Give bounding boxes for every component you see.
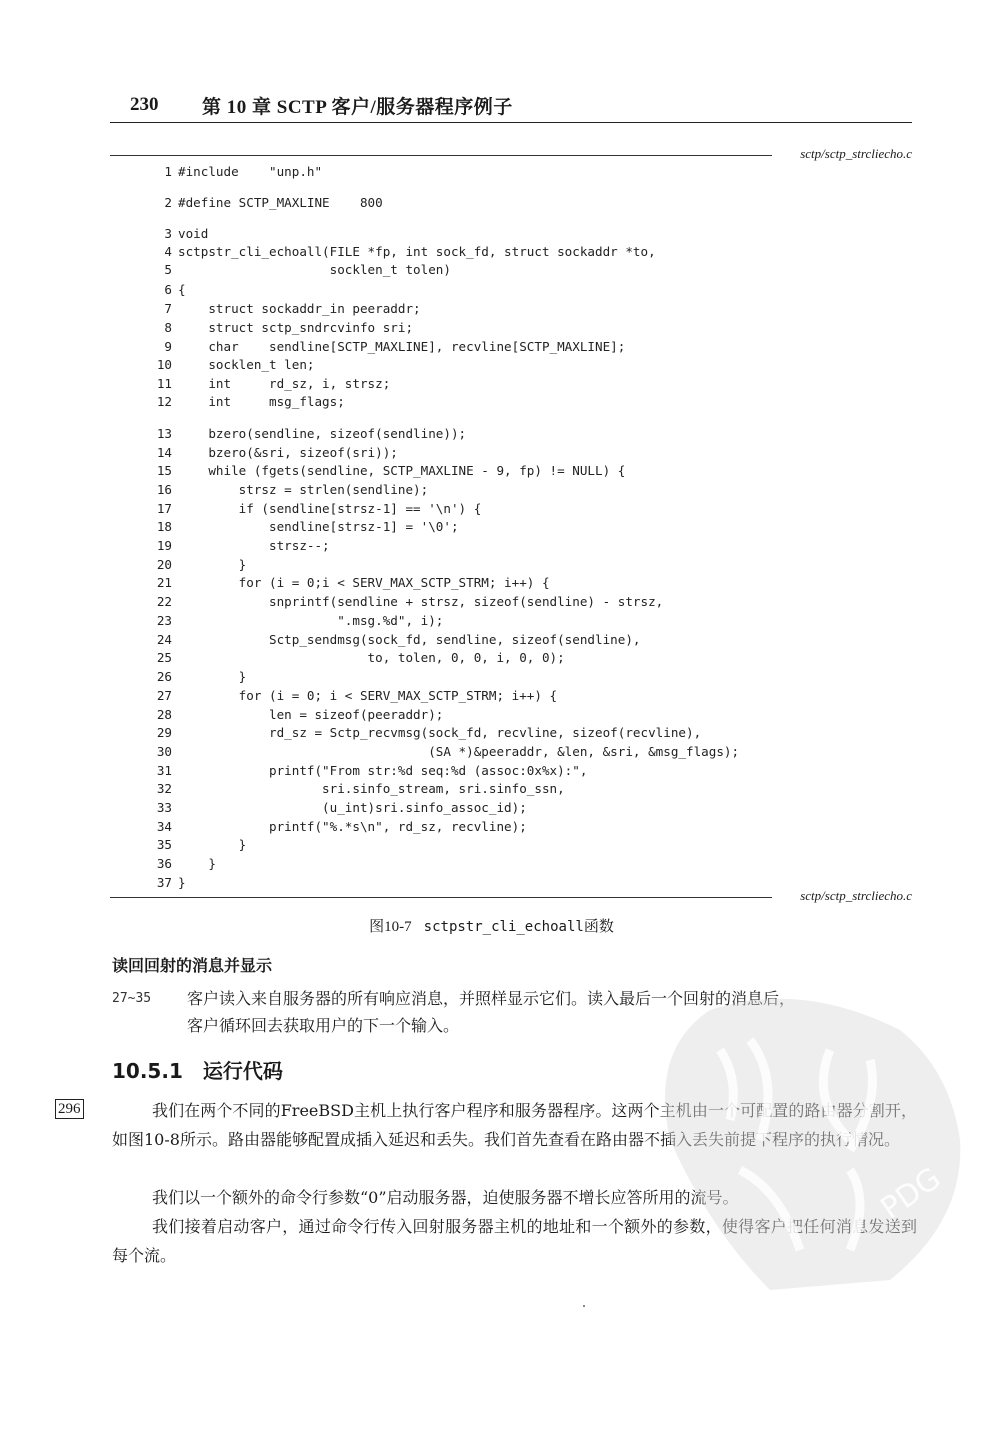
code-line	[150, 706, 443, 724]
line-number: 3	[164, 226, 172, 241]
watermark-seal	[650, 990, 970, 1290]
line-number: 32	[156, 781, 172, 796]
code-line	[150, 300, 421, 318]
line-number: 30	[156, 744, 172, 759]
line-number: 13	[156, 426, 172, 441]
code-line	[150, 194, 383, 212]
code-text: }	[178, 856, 216, 871]
paragraph-1: 我们在两个不同的FreeBSD主机上执行客户程序和服务器程序。这两个主机由一个可配置的路由器分割开，如图10-8所示。路由器能够配置成插入延迟和丢失。我们首先查看在路由器不插入丢失前提下程序的执行情况。	[112, 1101, 917, 1149]
code-text: int rd_sz, i, strsz;	[178, 376, 391, 391]
code-line	[150, 425, 466, 443]
code-line	[150, 163, 322, 181]
chapter-title: 第 10 章 SCTP 客户/服务器程序例子	[202, 97, 513, 118]
line-number: 31	[156, 763, 172, 778]
line-number: 5	[164, 262, 172, 277]
code-line	[150, 225, 208, 243]
code-line	[150, 818, 527, 836]
code-line	[150, 556, 246, 574]
line-number: 9	[164, 339, 172, 354]
line-number: 25	[156, 650, 172, 665]
file-label-bottom: sctp/sctp_strcliecho.c	[800, 888, 912, 903]
code-line	[150, 393, 345, 411]
code-line	[150, 444, 398, 462]
line-number: 34	[156, 819, 172, 834]
line-number: 7	[164, 301, 172, 316]
line-number: 12	[156, 394, 172, 409]
line-number: 33	[156, 800, 172, 815]
code-line	[150, 518, 459, 536]
figure-caption	[0, 915, 983, 936]
code-text: sctpstr_cli_echoall(FILE *fp, int sock_fd, struct sockaddr *to,	[178, 244, 656, 259]
code-line	[150, 631, 641, 649]
line-number: 21	[156, 575, 172, 590]
code-text: bzero(sendline, sizeof(sendline));	[178, 426, 467, 441]
code-text: printf("%.*s\n", rd_sz, recvline);	[178, 819, 527, 834]
code-text: rd_sz = Sctp_recvmsg(sock_fd, recvline, sizeof(recvline),	[178, 725, 702, 740]
code-line	[150, 743, 739, 761]
code-line	[150, 780, 565, 798]
code-text: (SA *)&peeraddr, &len, &sri, &msg_flags);	[178, 744, 740, 759]
code-text: #define SCTP_MAXLINE 800	[178, 195, 383, 210]
code-line	[150, 500, 481, 518]
code-line	[150, 375, 390, 393]
line-number: 29	[156, 725, 172, 740]
code-text: sri.sinfo_stream, sri.sinfo_ssn,	[178, 781, 565, 796]
code-text: {	[178, 282, 186, 297]
code-line	[150, 855, 216, 873]
code-text: snprintf(sendline + strsz, sizeof(sendline) - strsz,	[178, 594, 664, 609]
code-text: struct sockaddr_in peeraddr;	[178, 301, 421, 316]
code-line	[150, 338, 625, 356]
line-number: 2	[164, 195, 172, 210]
line-number: 16	[156, 482, 172, 497]
section-heading	[112, 1055, 283, 1084]
line-number: 27	[156, 688, 172, 703]
file-label-top: sctp/sctp_strcliecho.c	[800, 146, 912, 161]
line-number: 19	[156, 538, 172, 553]
code-line	[150, 481, 428, 499]
line-number: 1	[164, 164, 172, 179]
line-number: 4	[164, 244, 172, 259]
section-number: 10.5.1	[112, 1059, 183, 1083]
code-bottom-rule	[110, 888, 912, 906]
code-line	[150, 762, 587, 780]
line-number: 35	[156, 837, 172, 852]
code-text: for (i = 0;i < SERV_MAX_SCTP_STRM; i++) {	[178, 575, 550, 590]
code-text: while (fgets(sendline, SCTP_MAXLINE - 9, fp) != NULL) {	[178, 463, 626, 478]
code-text: Sctp_sendmsg(sock_fd, sendline, sizeof(sendline),	[178, 632, 641, 647]
line-number: 26	[156, 669, 172, 684]
code-text: to, tolen, 0, 0, i, 0, 0);	[178, 650, 565, 665]
figure-label: 图10-7	[369, 919, 412, 935]
code-text: if (sendline[strsz-1] == '\n') {	[178, 501, 482, 516]
code-line	[150, 319, 413, 337]
paragraph-3: 我们接着启动客户，通过命令行传入回射服务器主机的地址和一个额外的参数，使得客户把任何消息发送到每个流。	[112, 1217, 917, 1265]
code-line	[150, 687, 557, 705]
code-text: }	[178, 669, 247, 684]
line-number: 37	[156, 875, 172, 890]
code-text: sendline[strsz-1] = '\0';	[178, 519, 459, 534]
code-text: len = sizeof(peeraddr);	[178, 707, 444, 722]
line-number: 28	[156, 707, 172, 722]
section-title: 运行代码	[202, 1059, 283, 1083]
code-line	[150, 668, 246, 686]
code-text: void	[178, 226, 209, 241]
paragraph-2: 我们以一个额外的命令行参数“0”启动服务器，迫使服务器不增长应答所用的流号。	[152, 1188, 739, 1207]
code-text: bzero(&sri, sizeof(sri));	[178, 445, 398, 460]
line-number: 24	[156, 632, 172, 647]
speck	[583, 1305, 585, 1307]
line-number: 11	[156, 376, 172, 391]
code-line	[150, 462, 625, 480]
code-line	[150, 649, 565, 667]
margin-page-ref: 296	[55, 1099, 84, 1119]
seal-shape	[665, 999, 960, 1290]
line-number: 18	[156, 519, 172, 534]
divider	[110, 897, 772, 898]
running-head	[110, 92, 912, 123]
line-number: 15	[156, 463, 172, 478]
code-line	[150, 281, 186, 299]
page-number: 230	[130, 94, 159, 115]
code-line	[150, 574, 550, 592]
code-text: for (i = 0; i < SERV_MAX_SCTP_STRM; i++) {	[178, 688, 558, 703]
code-text: strsz = strlen(sendline);	[178, 482, 429, 497]
code-text: struct sctp_sndrcvinfo sri;	[178, 320, 414, 335]
code-top-rule	[110, 146, 912, 164]
code-line	[150, 799, 527, 817]
code-line	[150, 261, 451, 279]
code-text: (u_int)sri.sinfo_assoc_id);	[178, 800, 527, 815]
watermark-text: PDG	[874, 1160, 948, 1227]
code-text: socklen_t len;	[178, 357, 315, 372]
code-text: }	[178, 557, 247, 572]
code-line	[150, 243, 656, 261]
code-text: socklen_t tolen)	[178, 262, 451, 277]
code-line	[150, 724, 701, 742]
code-text: int msg_flags;	[178, 394, 345, 409]
line-number: 22	[156, 594, 172, 609]
line-number: 10	[156, 357, 172, 372]
code-text: printf("From str:%d seq:%d (assoc:0x%x):",	[178, 763, 588, 778]
code-text: strsz--;	[178, 538, 330, 553]
code-line	[150, 356, 314, 374]
line-number: 17	[156, 501, 172, 516]
code-text: char sendline[SCTP_MAXLINE], recvline[SCTP_MAXLINE];	[178, 339, 626, 354]
code-line	[150, 836, 246, 854]
figure-function-name: sctpstr_cli_echoall	[423, 919, 584, 935]
line-range: 27~35	[112, 991, 152, 1006]
code-text: }	[178, 875, 186, 890]
line-number: 14	[156, 445, 172, 460]
line-number: 8	[164, 320, 172, 335]
code-line	[150, 593, 663, 611]
code-line	[150, 612, 443, 630]
line-number: 23	[156, 613, 172, 628]
line-number: 20	[156, 557, 172, 572]
divider	[110, 155, 772, 156]
figure-suffix: 函数	[583, 919, 614, 935]
subsection-title: 读回回射的消息并显示	[112, 956, 273, 975]
code-text: #include "unp.h"	[178, 164, 323, 179]
line-number: 36	[156, 856, 172, 871]
code-text: ".msg.%d", i);	[178, 613, 444, 628]
note-line-1: 客户读入来自服务器的所有响应消息，并照样显示它们。读入最后一个回射的消息后，	[187, 989, 796, 1008]
note-line-2: 客户循环回去获取用户的下一个输入。	[187, 1016, 460, 1035]
code-text: }	[178, 837, 247, 852]
code-line	[150, 537, 330, 555]
line-number: 6	[164, 282, 172, 297]
